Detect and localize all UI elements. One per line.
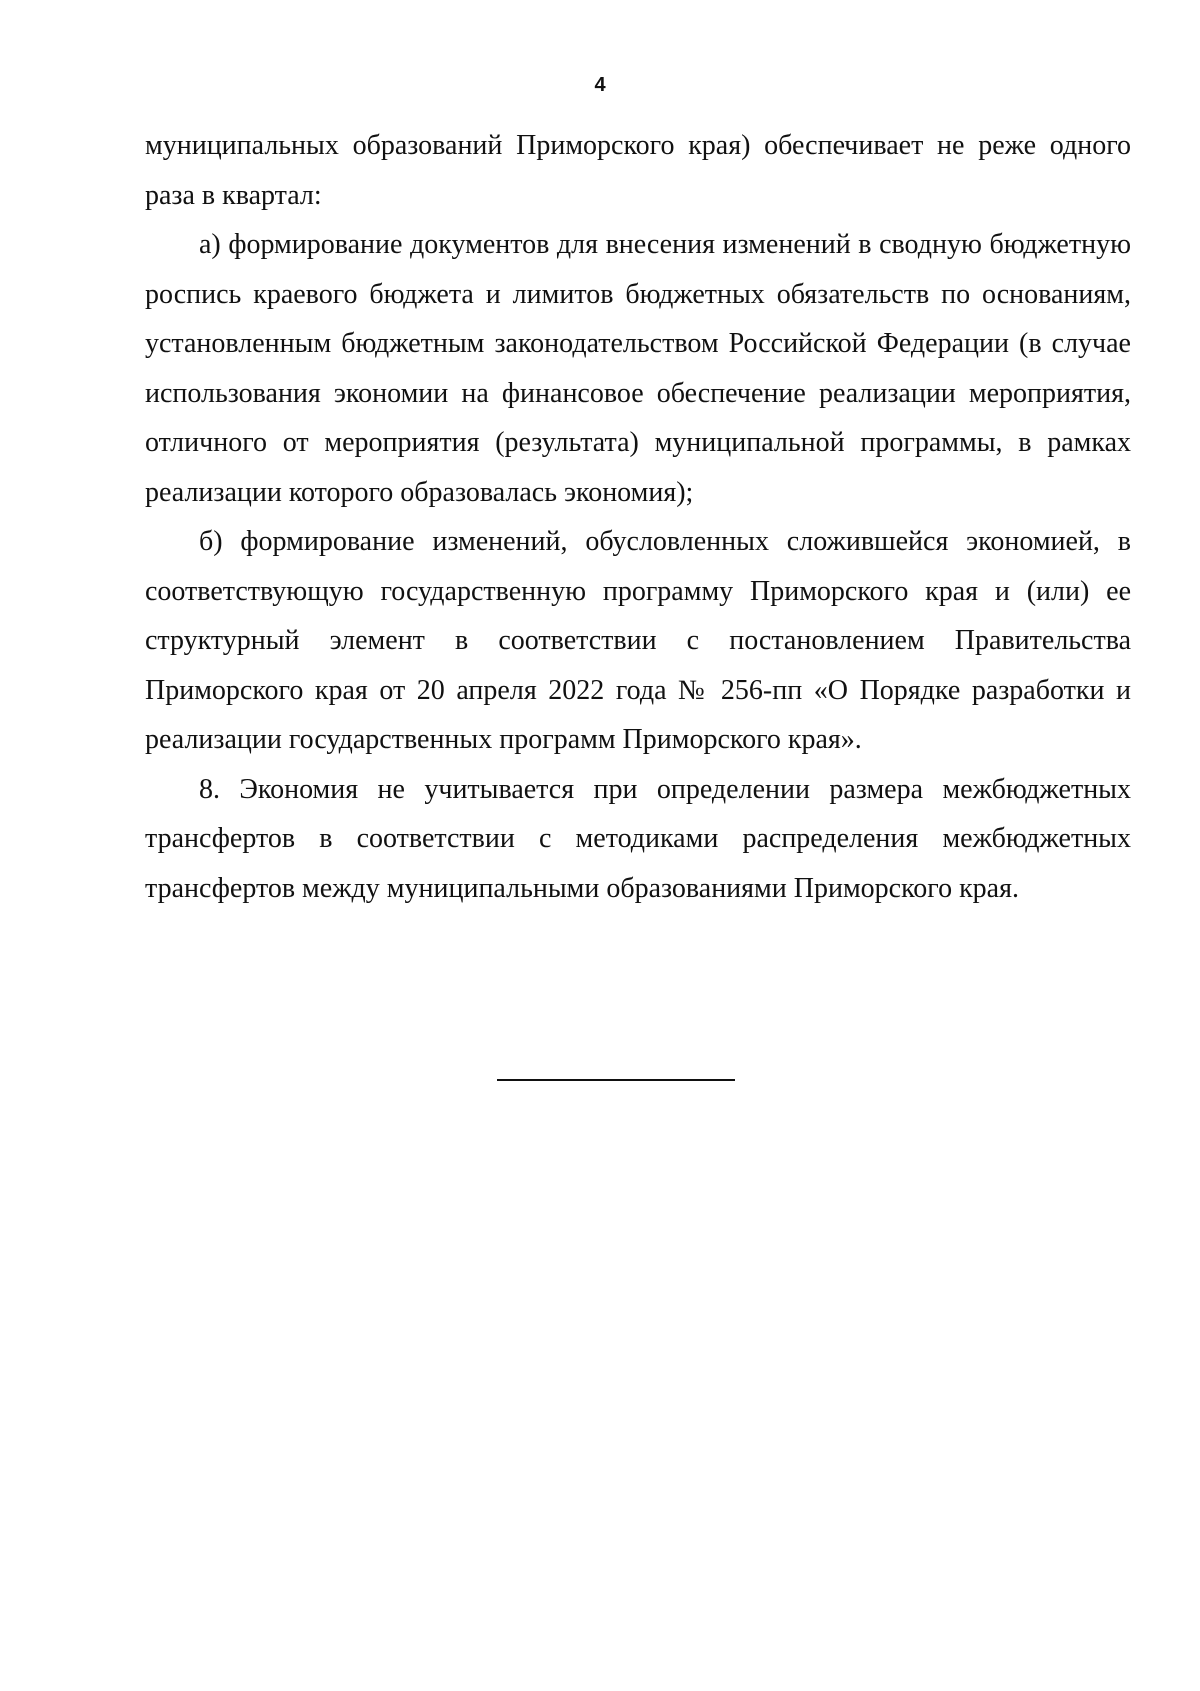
paragraph-item-a: а) формирование документов для внесения изменений в сводную бюджетную роспись краевого бюджета и лимитов бюджетных обязательств по основаниям, установленным бюджетным законодательством Российской Федерации (в случае использования экономии на финансовое обеспечение реализации мероприятия, отличного от мероприятия (результата) муниципальной программы, в рамках реализации которого образовалась экономия); <box>145 229 1131 508</box>
paragraph-item-8: 8. Экономия не учитывается при определении размера межбюджетных трансфертов в соответствии с методиками распределения межбюджетных трансфертов между муниципальными образованиями Приморского края. <box>145 773 1131 904</box>
end-of-document-rule <box>497 1079 735 1081</box>
paragraph-item-b: б) формирование изменений, обусловленных сложившейся экономией, в соответствующую государственную программу Приморского края и (или) ее структурный элемент в соответствии с постановлением Правительства Приморского края от 20 апреля 2022 года № 256-пп «О Порядке разработки и реализации государственных программ Приморского края». <box>145 526 1131 755</box>
paragraph-continuation: муниципальных образований Приморского края) обеспечивает не реже одного раза в квартал: <box>145 130 1131 211</box>
document-body <box>145 121 1131 913</box>
page-number: 4 <box>594 74 606 96</box>
